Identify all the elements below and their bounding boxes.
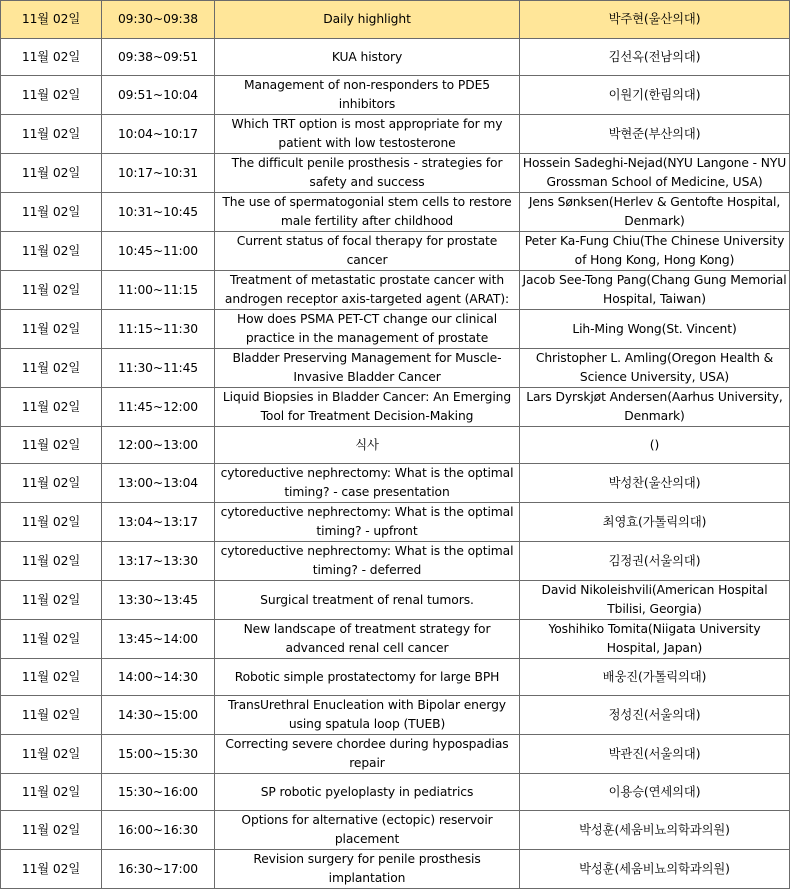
title-cell: Current status of focal therapy for prostate cancer: [215, 232, 520, 271]
speaker-cell: 박현준(부산의대): [520, 115, 790, 154]
time-cell: 13:00~13:04: [102, 464, 215, 503]
time-cell: 14:00~14:30: [102, 659, 215, 696]
date-cell: 11월 02일: [1, 735, 102, 774]
speaker-cell: 김선옥(전남의대): [520, 39, 790, 76]
date-cell: 11월 02일: [1, 774, 102, 811]
header-row: [1, 1, 790, 39]
date-cell: 11월 02일: [1, 154, 102, 193]
table-row: [1, 464, 790, 503]
date-cell: 11월 02일: [1, 620, 102, 659]
table-row: [1, 735, 790, 774]
speaker-cell: 박관진(서울의대): [520, 735, 790, 774]
time-cell: 14:30~15:00: [102, 696, 215, 735]
table-row: [1, 388, 790, 427]
speaker-cell: Christopher L. Amling(Oregon Health & Science University, USA): [520, 349, 790, 388]
speaker-cell: 최영효(가톨릭의대): [520, 503, 790, 542]
title-cell: TransUrethral Enucleation with Bipolar energy using spatula loop (TUEB): [215, 696, 520, 735]
title-cell: Bladder Preserving Management for Muscle-Invasive Bladder Cancer: [215, 349, 520, 388]
speaker-cell: Yoshihiko Tomita(Niigata University Hospital, Japan): [520, 620, 790, 659]
date-cell: 11월 02일: [1, 850, 102, 889]
speaker-cell: Peter Ka-Fung Chiu(The Chinese University of Hong Kong, Hong Kong): [520, 232, 790, 271]
schedule-body: [1, 1, 790, 889]
speaker-cell: 박성찬(울산의대): [520, 464, 790, 503]
time-cell: 10:45~11:00: [102, 232, 215, 271]
date-cell: 11월 02일: [1, 115, 102, 154]
table-row: [1, 39, 790, 76]
table-row: [1, 542, 790, 581]
title-cell: cytoreductive nephrectomy: What is the optimal timing? - case presentation: [215, 464, 520, 503]
table-row: [1, 811, 790, 850]
speaker-cell: 박성훈(세움비뇨의학과의원): [520, 811, 790, 850]
time-cell: 15:00~15:30: [102, 735, 215, 774]
table-row: [1, 850, 790, 889]
title-cell: Management of non-responders to PDE5 inhibitors: [215, 76, 520, 115]
time-cell: 09:30~09:38: [102, 1, 215, 39]
time-cell: 16:30~17:00: [102, 850, 215, 889]
date-cell: 11월 02일: [1, 232, 102, 271]
title-cell: New landscape of treatment strategy for advanced renal cell cancer: [215, 620, 520, 659]
date-cell: 11월 02일: [1, 503, 102, 542]
table-row: [1, 774, 790, 811]
table-row: [1, 76, 790, 115]
title-cell: The use of spermatogonial stem cells to restore male fertility after childhood: [215, 193, 520, 232]
date-cell: 11월 02일: [1, 76, 102, 115]
date-cell: 11월 02일: [1, 581, 102, 620]
date-cell: 11월 02일: [1, 193, 102, 232]
time-cell: 16:00~16:30: [102, 811, 215, 850]
table-row: [1, 581, 790, 620]
speaker-cell: 이원기(한림의대): [520, 76, 790, 115]
table-row: [1, 659, 790, 696]
date-cell: 11월 02일: [1, 271, 102, 310]
table-row: [1, 427, 790, 464]
title-cell: Treatment of metastatic prostate cancer with androgen receptor axis-targeted agent (ARAT):: [215, 271, 520, 310]
speaker-cell: 배웅진(가톨릭의대): [520, 659, 790, 696]
table-row: [1, 232, 790, 271]
time-cell: 13:30~13:45: [102, 581, 215, 620]
date-cell: 11월 02일: [1, 1, 102, 39]
title-cell: KUA history: [215, 39, 520, 76]
title-cell: cytoreductive nephrectomy: What is the optimal timing? - upfront: [215, 503, 520, 542]
title-cell: SP robotic pyeloplasty in pediatrics: [215, 774, 520, 811]
title-cell: 식사: [215, 427, 520, 464]
speaker-cell: 박주현(울산의대): [520, 1, 790, 39]
table-row: [1, 310, 790, 349]
table-row: [1, 154, 790, 193]
table-row: [1, 696, 790, 735]
speaker-cell: (): [520, 427, 790, 464]
speaker-cell: 김정권(서울의대): [520, 542, 790, 581]
date-cell: 11월 02일: [1, 427, 102, 464]
title-cell: Options for alternative (ectopic) reservoir placement: [215, 811, 520, 850]
time-cell: 10:04~10:17: [102, 115, 215, 154]
title-cell: Robotic simple prostatectomy for large BPH: [215, 659, 520, 696]
speaker-cell: Jens Sønksen(Herlev & Gentofte Hospital, Denmark): [520, 193, 790, 232]
time-cell: 11:15~11:30: [102, 310, 215, 349]
title-cell: Correcting severe chordee during hypospadias repair: [215, 735, 520, 774]
table-row: [1, 620, 790, 659]
time-cell: 11:45~12:00: [102, 388, 215, 427]
date-cell: 11월 02일: [1, 811, 102, 850]
date-cell: 11월 02일: [1, 542, 102, 581]
speaker-cell: Jacob See-Tong Pang(Chang Gung Memorial Hospital, Taiwan): [520, 271, 790, 310]
date-cell: 11월 02일: [1, 659, 102, 696]
table-row: [1, 349, 790, 388]
table-row: [1, 271, 790, 310]
table-row: [1, 503, 790, 542]
title-cell: How does PSMA PET-CT change our clinical practice in the management of prostate: [215, 310, 520, 349]
table-row: [1, 115, 790, 154]
title-cell: Surgical treatment of renal tumors.: [215, 581, 520, 620]
time-cell: 12:00~13:00: [102, 427, 215, 464]
title-cell: Daily highlight: [215, 1, 520, 39]
title-cell: The difficult penile prosthesis - strategies for safety and success: [215, 154, 520, 193]
time-cell: 13:04~13:17: [102, 503, 215, 542]
time-cell: 10:31~10:45: [102, 193, 215, 232]
time-cell: 13:17~13:30: [102, 542, 215, 581]
time-cell: 09:38~09:51: [102, 39, 215, 76]
table-row: [1, 193, 790, 232]
speaker-cell: 박성훈(세움비뇨의학과의원): [520, 850, 790, 889]
time-cell: 13:45~14:00: [102, 620, 215, 659]
date-cell: 11월 02일: [1, 349, 102, 388]
time-cell: 10:17~10:31: [102, 154, 215, 193]
date-cell: 11월 02일: [1, 39, 102, 76]
time-cell: 11:30~11:45: [102, 349, 215, 388]
speaker-cell: 정성진(서울의대): [520, 696, 790, 735]
speaker-cell: Hossein Sadeghi-Nejad(NYU Langone - NYU Grossman School of Medicine, USA): [520, 154, 790, 193]
time-cell: 09:51~10:04: [102, 76, 215, 115]
date-cell: 11월 02일: [1, 388, 102, 427]
title-cell: Liquid Biopsies in Bladder Cancer: An Emerging Tool for Treatment Decision-Making: [215, 388, 520, 427]
speaker-cell: Lars Dyrskjøt Andersen(Aarhus University, Denmark): [520, 388, 790, 427]
speaker-cell: Lih-Ming Wong(St. Vincent): [520, 310, 790, 349]
date-cell: 11월 02일: [1, 310, 102, 349]
title-cell: Revision surgery for penile prosthesis implantation: [215, 850, 520, 889]
title-cell: cytoreductive nephrectomy: What is the optimal timing? - deferred: [215, 542, 520, 581]
title-cell: Which TRT option is most appropriate for my patient with low testosterone: [215, 115, 520, 154]
speaker-cell: David Nikoleishvili(American Hospital Tbilisi, Georgia): [520, 581, 790, 620]
date-cell: 11월 02일: [1, 464, 102, 503]
date-cell: 11월 02일: [1, 696, 102, 735]
time-cell: 15:30~16:00: [102, 774, 215, 811]
time-cell: 11:00~11:15: [102, 271, 215, 310]
speaker-cell: 이용승(연세의대): [520, 774, 790, 811]
